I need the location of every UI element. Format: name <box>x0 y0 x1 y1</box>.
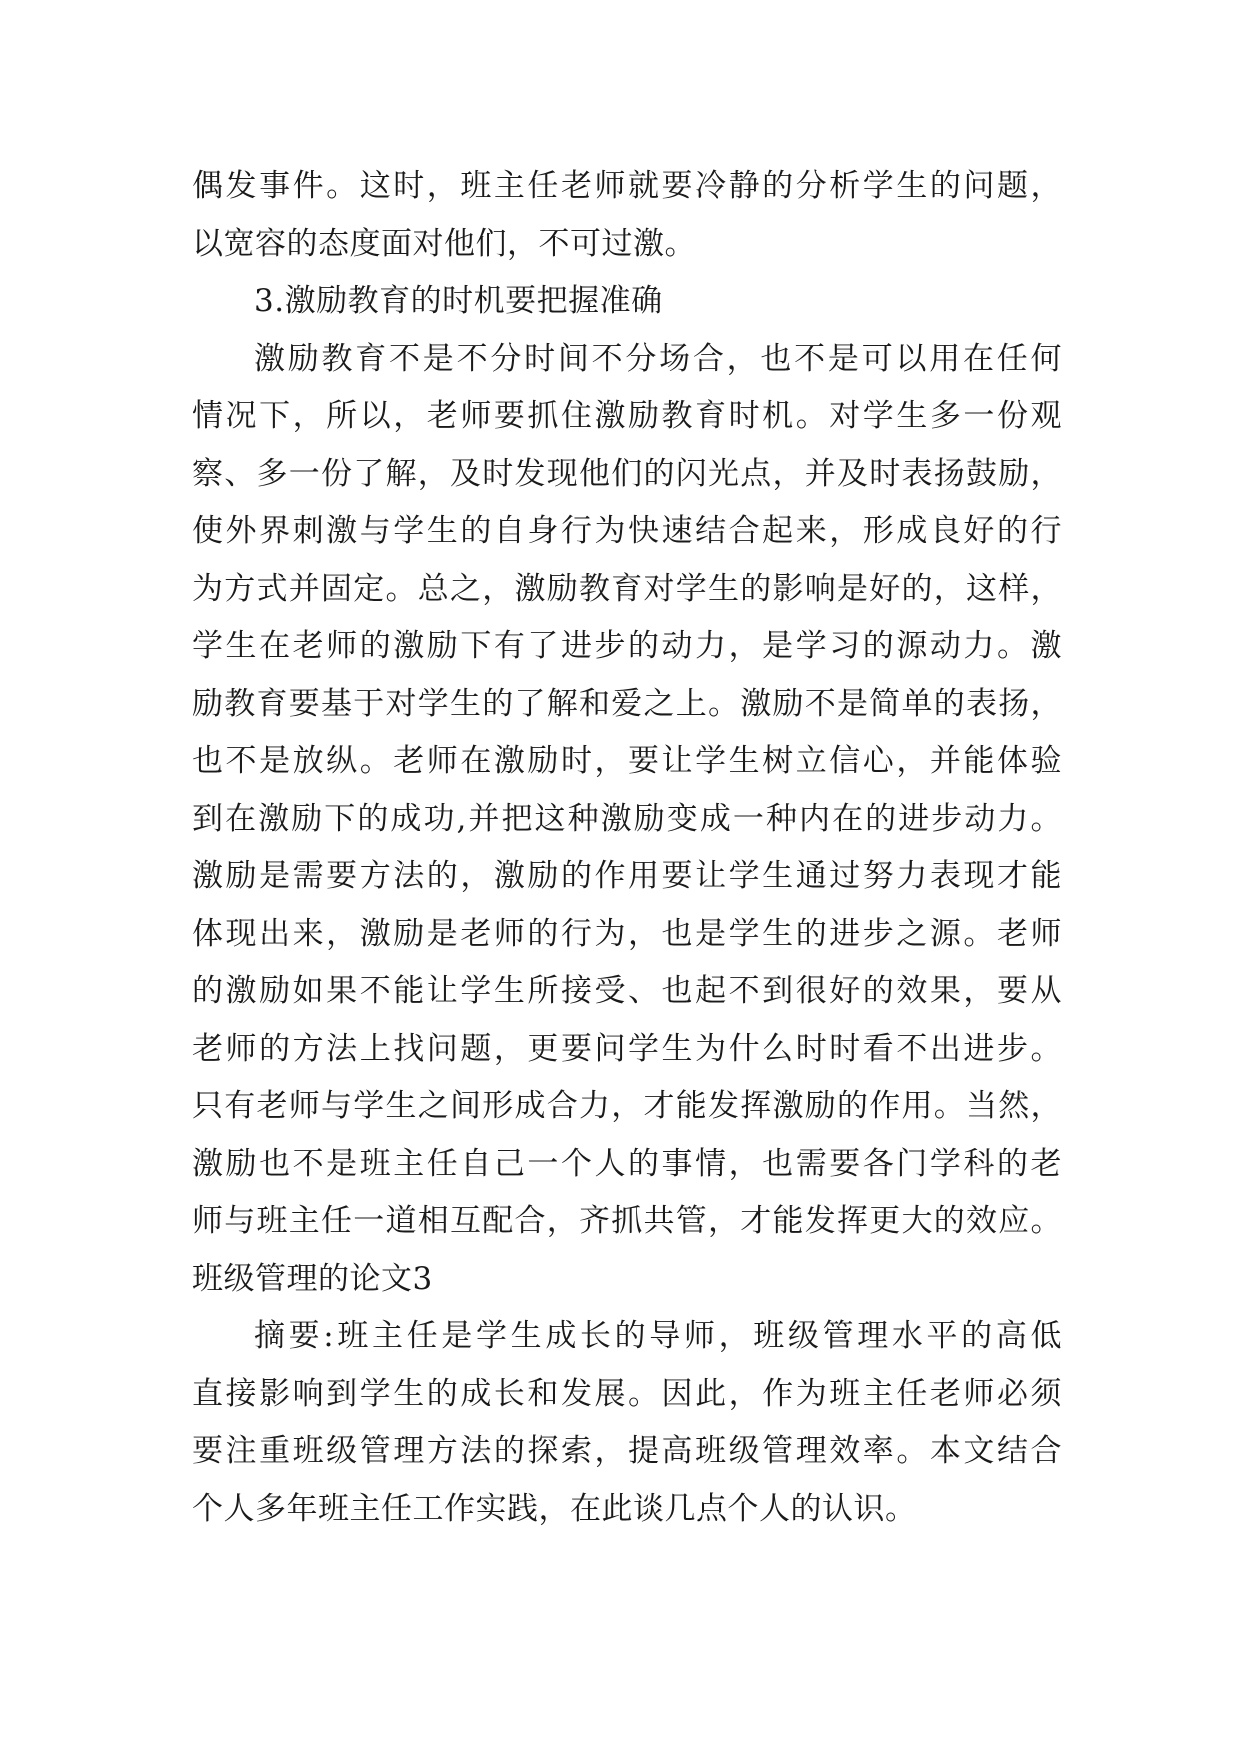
section-heading: 3.激励教育的时机要把握准确 <box>254 283 663 319</box>
text-line: 察、多一份了解，及时发现他们的闪光点，并及时表扬鼓励， <box>192 455 1062 492</box>
text-line: 激励教育不是不分时间不分场合，也不是可以用在任何 <box>254 340 1062 377</box>
document-body <box>192 158 1062 1538</box>
text-line: 个人多年班主任工作实践，在此谈几点个人的认识。 <box>192 1490 917 1527</box>
text-line: 师与班主任一道相互配合，齐抓共管，才能发挥更大的效应。 <box>192 1203 1062 1239</box>
section-title: 班级管理的论文3 <box>192 1260 433 1297</box>
text-line: 学生在老师的激励下有了进步的动力，是学习的源动力。激 <box>192 628 1062 664</box>
text-line: 偶发事件。这时，班主任老师就要冷静的分析学生的问题， <box>192 168 1062 204</box>
text-line: 励教育要基于对学生的了解和爱之上。激励不是简单的表扬， <box>192 685 1062 722</box>
text-line: 也不是放纵。老师在激励时，要让学生树立信心，并能体验 <box>192 743 1062 779</box>
text-line: 到在激励下的成功,并把这种激励变成一种内在的进步动力。 <box>192 800 1062 837</box>
text-line: 摘要:班主任是学生成长的导师，班级管理水平的高低 <box>254 1318 1062 1354</box>
text-line: 情况下，所以，老师要抓住激励教育时机。对学生多一份观 <box>192 398 1062 434</box>
text-line: 激励是需要方法的，激励的作用要让学生通过努力表现才能 <box>192 858 1062 894</box>
text-line: 激励也不是班主任自己一个人的事情，也需要各门学科的老 <box>192 1145 1062 1182</box>
text-line: 为方式并固定。总之，激励教育对学生的影响是好的，这样， <box>192 570 1062 607</box>
text-line: 体现出来，激励是老师的行为，也是学生的进步之源。老师 <box>192 915 1062 952</box>
text-line: 以宽容的态度面对他们，不可过激。 <box>192 225 696 262</box>
text-line: 直接影响到学生的成长和发展。因此，作为班主任老师必须 <box>192 1375 1062 1412</box>
text-line: 只有老师与学生之间形成合力，才能发挥激励的作用。当然， <box>192 1088 1062 1124</box>
text-line: 使外界刺激与学生的自身行为快速结合起来，形成良好的行 <box>192 513 1062 549</box>
text-line: 的激励如果不能让学生所接受、也起不到很好的效果，要从 <box>192 973 1062 1009</box>
text-line: 要注重班级管理方法的探索，提高班级管理效率。本文结合 <box>192 1433 1062 1469</box>
text-line: 老师的方法上找问题，更要问学生为什么时时看不出进步。 <box>192 1030 1062 1067</box>
